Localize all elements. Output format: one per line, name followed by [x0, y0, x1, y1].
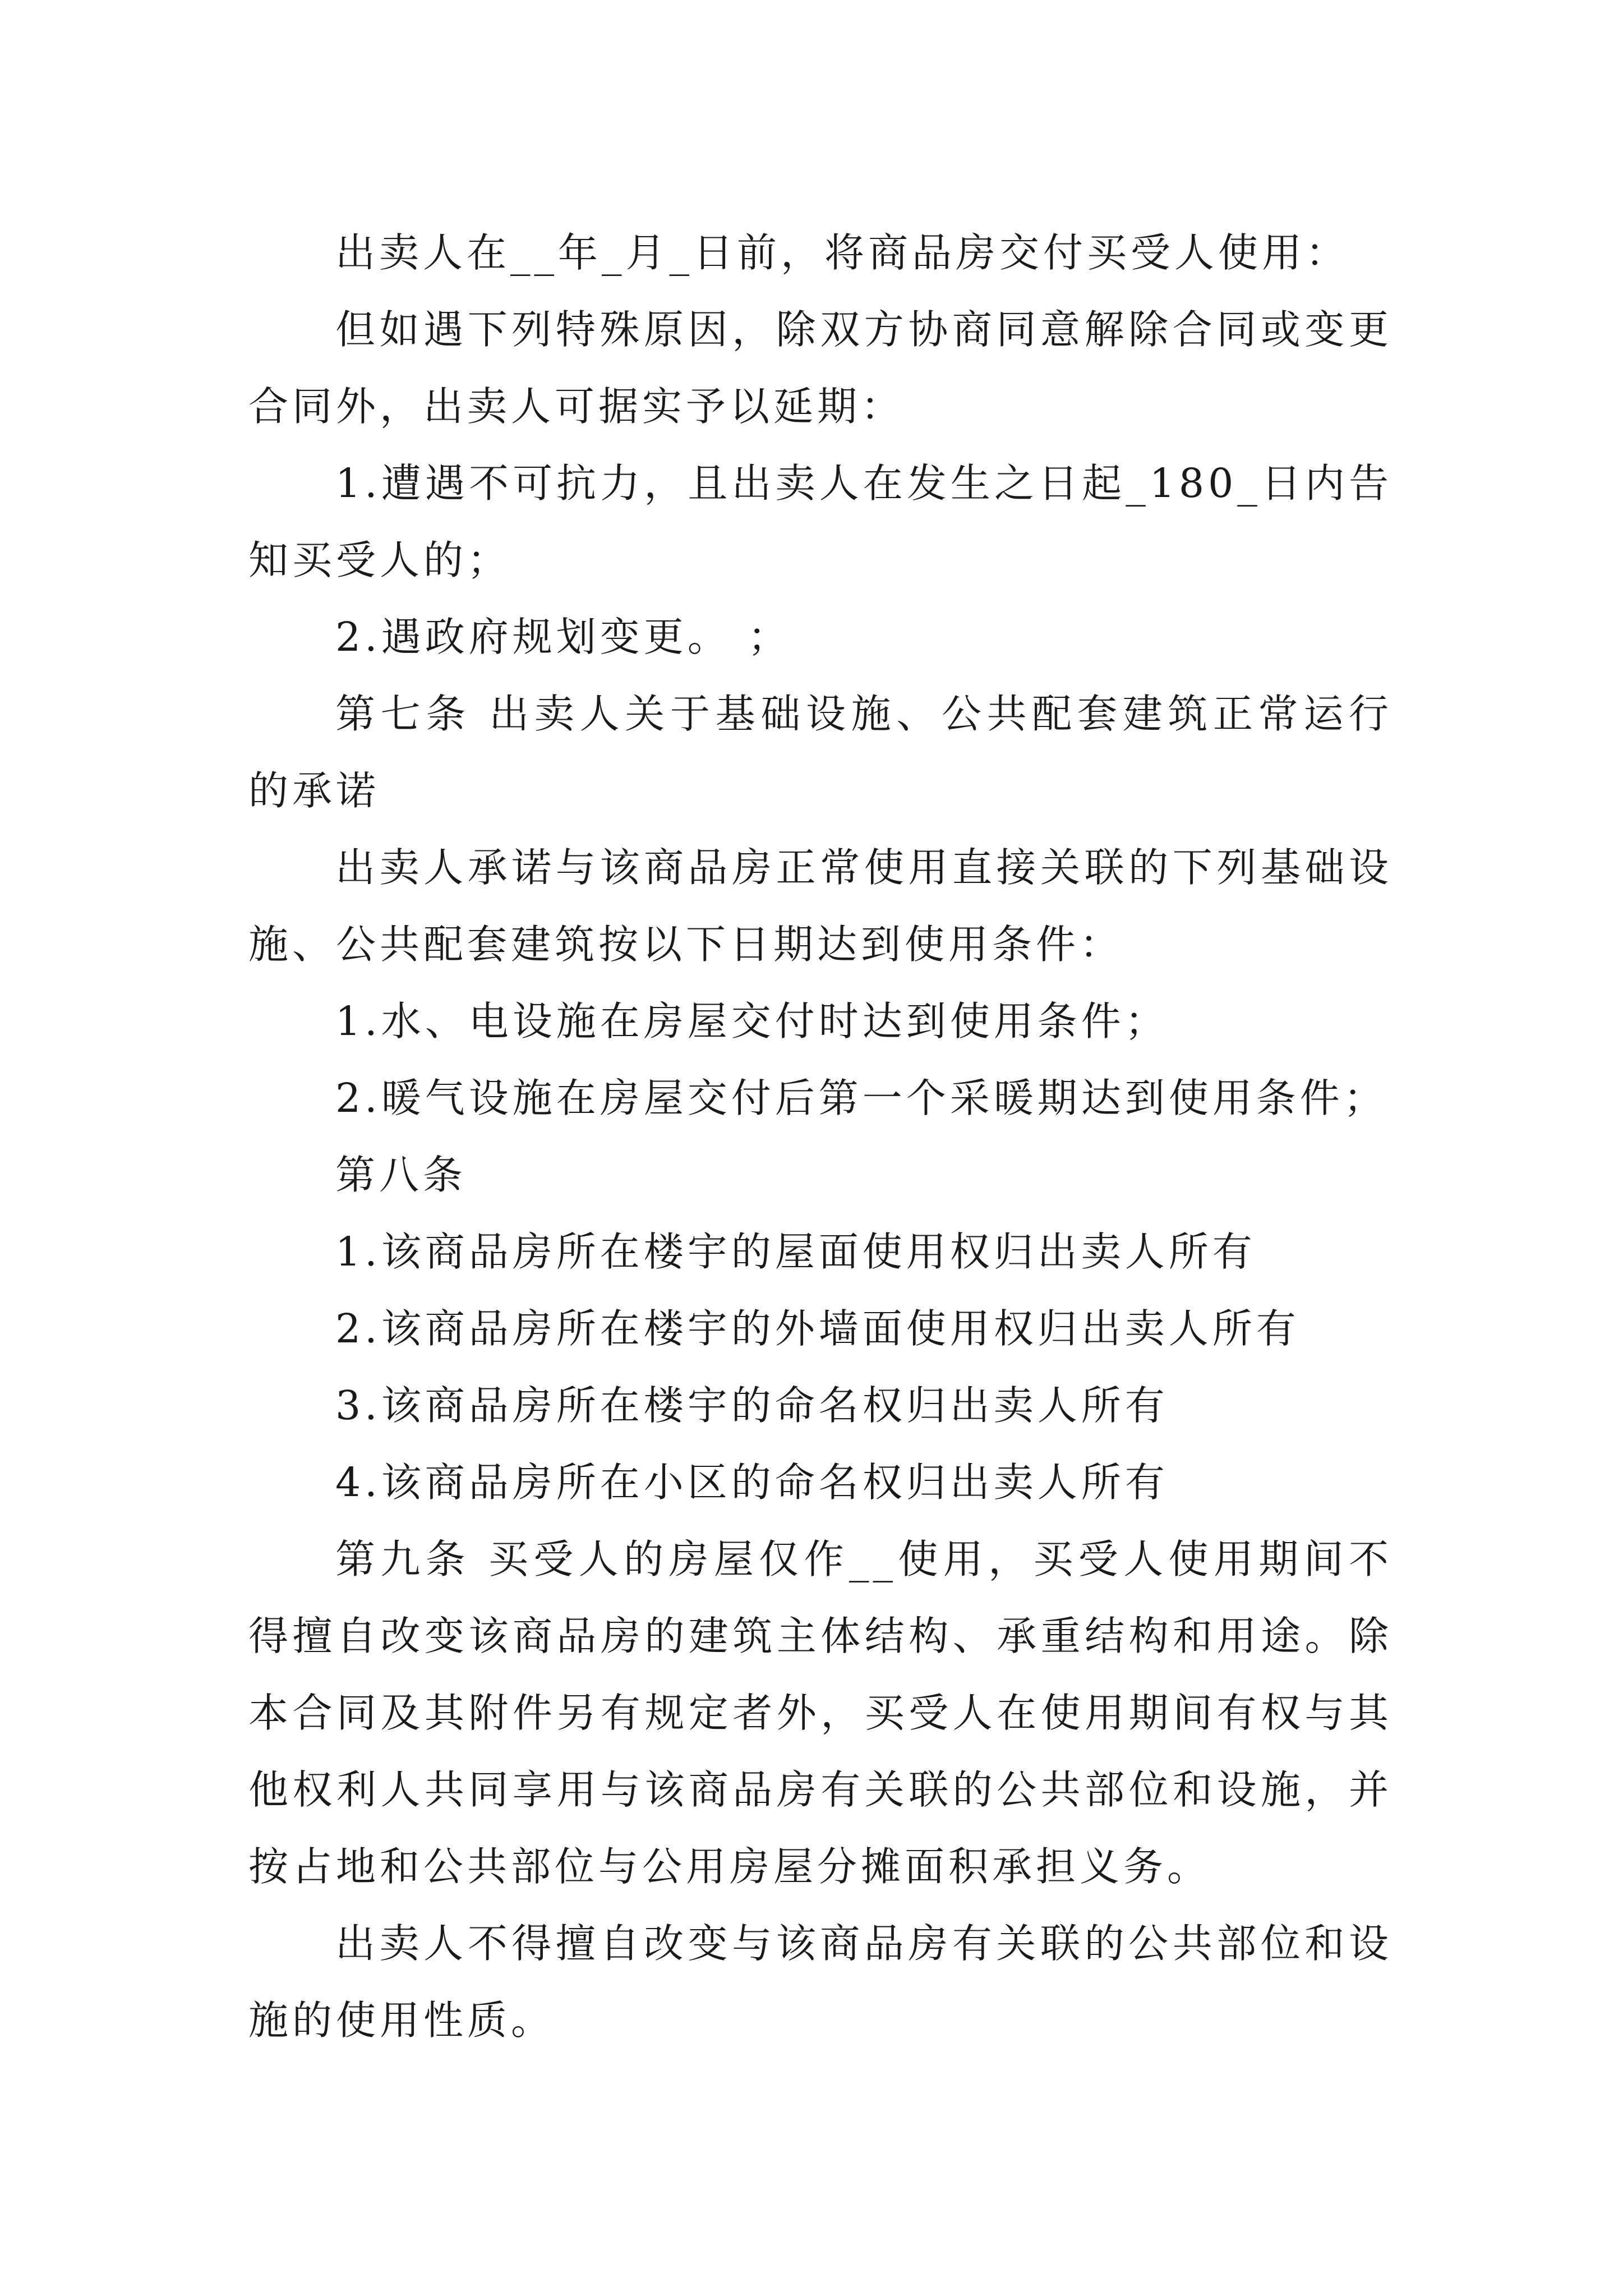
paragraph-community-naming: 4.该商品房所在小区的命名权归出卖人所有 [335, 1459, 1169, 1506]
paragraph-planning-change: 2.遇政府规划变更。 ； [335, 614, 792, 660]
paragraph-extension-reasons: 但如遇下列特殊原因，除双方协商同意解除合同或变更合同外，出卖人可据实予以延期： [248, 306, 1393, 430]
paragraph-force-majeure: 1.遭遇不可抗力，且出卖人在发生之日起_180_日内告知买受人的； [248, 460, 1393, 583]
article-7-heading: 第七条 出卖人关于基础设施、公共配套建筑正常运行的承诺 [248, 691, 1393, 814]
document-body [248, 214, 1393, 2059]
paragraph-delivery-date: 出卖人在__年_月_日前，将商品房交付买受人使用： [335, 229, 1350, 276]
paragraph-wall-rights: 2.该商品房所在楼宇的外墙面使用权归出卖人所有 [335, 1305, 1300, 1352]
paragraph-infrastructure-promise: 出卖人承诺与该商品房正常使用直接关联的下列基础设施、公共配套建筑按以下日期达到使用条件： [248, 844, 1393, 968]
article-8-heading: 第八条 [335, 1152, 467, 1198]
paragraph-heating: 2.暖气设施在房屋交付后第一个采暖期达到使用条件； [335, 1075, 1387, 1121]
paragraph-roof-rights: 1.该商品房所在楼宇的屋面使用权归出卖人所有 [335, 1228, 1256, 1275]
paragraph-public-facilities: 出卖人不得擅自改变与该商品房有关联的公共部位和设施的使用性质。 [248, 1920, 1393, 2044]
article-9-paragraph: 第九条 买受人的房屋仅作__使用，买受人使用期间不得擅自改变该商品房的建筑主体结构、承重结构和用途。除本合同及其附件另有规定者外，买受人在使用期间有权与其他权利人共同享用与该商品房有关联的公共部位和设施，并按占地和公共部位与公用房屋分摊面积承担义务。 [248, 1536, 1393, 1890]
paragraph-water-electric: 1.水、电设施在房屋交付时达到使用条件； [335, 998, 1169, 1045]
paragraph-building-naming: 3.该商品房所在楼宇的命名权归出卖人所有 [335, 1382, 1169, 1429]
